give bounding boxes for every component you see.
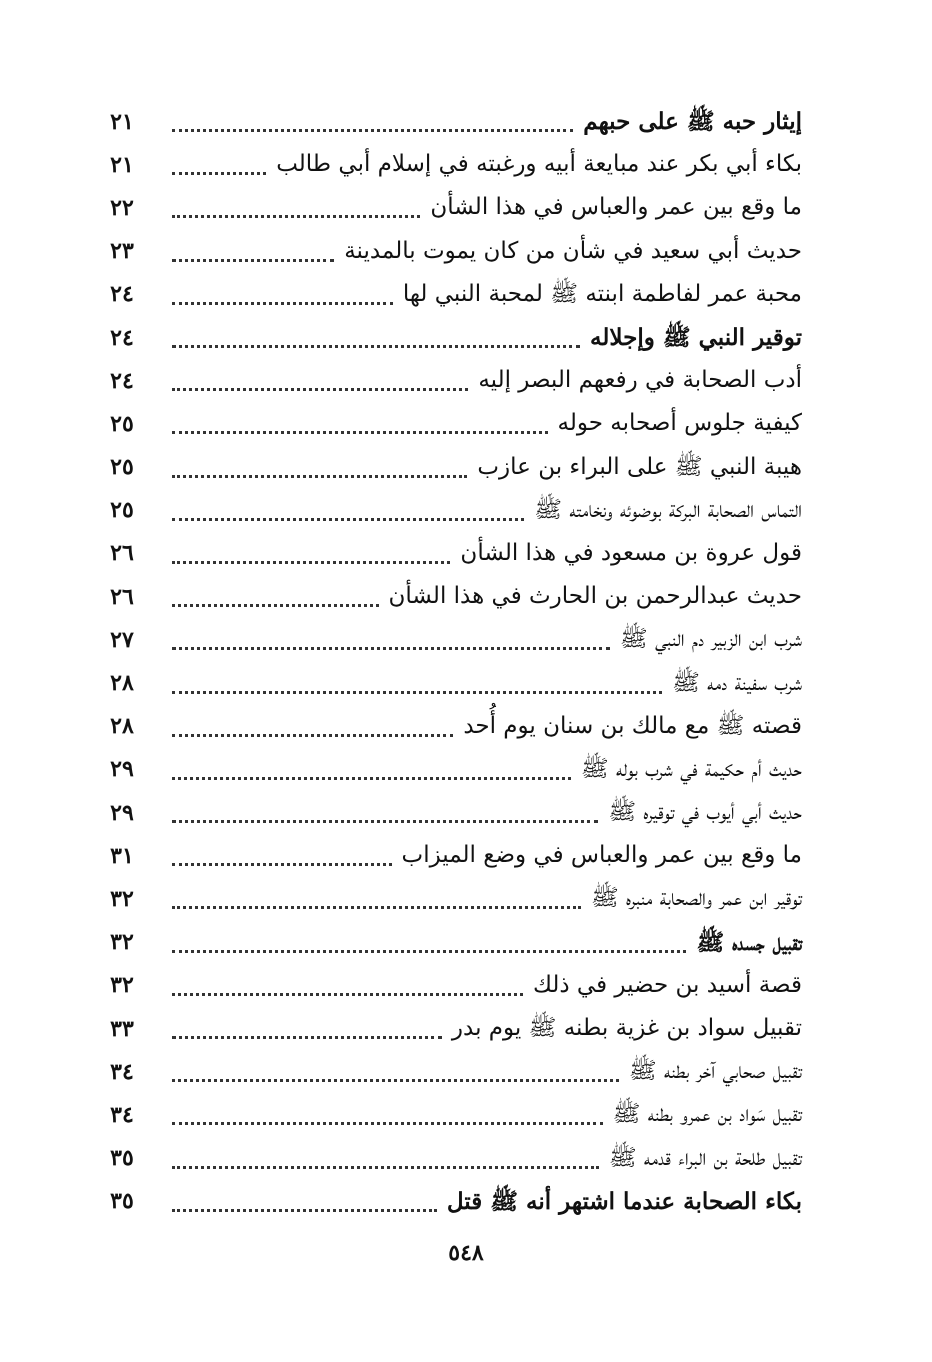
toc-entry <box>100 532 802 575</box>
table-of-contents <box>100 100 802 1223</box>
toc-entry <box>100 1050 802 1093</box>
toc-entry-title: إيثار حبه ﷺ على حبهم <box>583 108 802 136</box>
dot-leader <box>172 734 453 737</box>
toc-entry <box>100 489 802 532</box>
toc-entry-title: حديث أبي سعيد في شأن من كان يموت بالمدينة <box>344 237 802 264</box>
dot-leader <box>172 561 450 564</box>
toc-entry <box>100 791 802 834</box>
dot-leader <box>172 777 571 780</box>
toc-entry-page: ٢٤ <box>110 281 134 308</box>
toc-entry-page: ٢٩ <box>110 799 134 826</box>
toc-entry-page: ٢٢ <box>110 194 134 221</box>
dot-leader <box>172 820 598 823</box>
toc-entry-title: تقبيل طلحة بن البراء قدمه ﷺ <box>608 1144 802 1171</box>
toc-entry-page: ٣٤ <box>110 1101 134 1128</box>
toc-entry-title: كيفية جلوس أصحابه حوله <box>557 410 802 437</box>
toc-entry-page: ٢٣ <box>110 238 134 265</box>
toc-entry-title: بكاء أبي بكر عند مبايعة أبيه ورغبته في إسلام أبي طالب <box>276 151 802 178</box>
dot-leader <box>172 129 573 132</box>
dot-leader <box>172 302 393 305</box>
toc-entry-page: ٣٢ <box>110 972 134 999</box>
toc-entry-page: ٢٩ <box>110 756 134 783</box>
dot-leader <box>172 950 686 953</box>
toc-entry-title: أدب الصحابة في رفعهم البصر إليه <box>478 367 802 394</box>
toc-entry <box>100 402 802 445</box>
toc-entry-page: ٢٥ <box>110 454 134 481</box>
dot-leader <box>172 475 467 478</box>
toc-entry-page: ٣٢ <box>110 929 134 956</box>
toc-entry <box>100 877 802 920</box>
dot-leader <box>172 604 379 607</box>
toc-entry-title: تقبيل سَواد بن عمرو بطنه ﷺ <box>612 1101 802 1128</box>
toc-entry <box>100 273 802 316</box>
dot-leader <box>172 906 581 909</box>
toc-entry <box>100 964 802 1007</box>
dot-leader <box>172 215 420 218</box>
toc-entry-title: شرب سفينة دمه ﷺ <box>672 669 802 696</box>
toc-entry <box>100 359 802 402</box>
toc-entry <box>100 100 802 143</box>
toc-entry-title: بكاء الصحابة عندما اشتهر أنه ﷺ قتل <box>446 1187 802 1215</box>
toc-entry <box>100 446 802 489</box>
toc-entry-title: قصته ﷺ مع مالك بن سنان يوم أُحد <box>463 712 802 739</box>
dot-leader <box>172 863 392 866</box>
toc-entry-page: ٢٥ <box>110 497 134 524</box>
dot-leader <box>172 993 523 996</box>
toc-entry <box>100 748 802 791</box>
toc-entry-title: حديث عبدالرحمن بن الحارث في هذا الشأن <box>388 583 802 610</box>
toc-entry-page: ٢٨ <box>110 670 134 697</box>
toc-entry <box>100 1180 802 1223</box>
toc-entry <box>100 1093 802 1136</box>
toc-entry-title: هيبة النبي ﷺ على البراء بن عازب <box>477 453 802 480</box>
toc-entry-title: التماس الصحابة البركة بوضوئه ونخامته ﷺ <box>534 496 802 523</box>
toc-entry-page: ٣٤ <box>110 1058 134 1085</box>
dot-leader <box>172 1079 619 1082</box>
toc-entry-page: ٢٨ <box>110 713 134 740</box>
toc-entry-title: توقير النبي ﷺ وإجلاله <box>590 324 802 352</box>
dot-leader <box>172 1036 442 1039</box>
dot-leader <box>172 691 662 694</box>
toc-entry <box>100 921 802 964</box>
dot-leader <box>172 1122 603 1125</box>
toc-entry-title: قول عروة بن مسعود في هذا الشأن <box>460 539 802 566</box>
toc-entry-page: ٢١ <box>110 151 134 178</box>
toc-entry <box>100 575 802 618</box>
toc-entry-title: توقير ابن عمر والصحابة منبره ﷺ <box>590 885 802 912</box>
toc-entry-title: محبة عمر لفاطمة ابنته ﷺ لمحبة النبي لها <box>402 280 802 307</box>
toc-entry-page: ٢١ <box>110 108 134 135</box>
toc-entry <box>100 143 802 186</box>
toc-entry-page: ٢٦ <box>110 540 134 567</box>
dot-leader <box>172 345 580 348</box>
toc-entry <box>100 618 802 661</box>
dot-leader <box>172 647 610 650</box>
toc-entry-page: ٢٤ <box>110 324 134 351</box>
dot-leader <box>172 172 266 175</box>
dot-leader <box>172 388 468 391</box>
toc-entry <box>100 230 802 273</box>
toc-entry-page: ٣٥ <box>110 1145 134 1172</box>
toc-entry <box>100 316 802 359</box>
dot-leader <box>172 1166 599 1169</box>
toc-entry-page: ٣٣ <box>110 1015 134 1042</box>
toc-entry-title: شرب ابن الزبير دم النبي ﷺ <box>619 626 802 653</box>
toc-entry-title: ما وقع بين عمر والعباس في هذا الشأن <box>430 194 802 221</box>
page-number: ٥٤٨ <box>448 1240 484 1266</box>
toc-entry-title: تقبيل جسده ﷺ <box>696 928 802 956</box>
toc-entry <box>100 1007 802 1050</box>
toc-entry-page: ٢٦ <box>110 583 134 610</box>
toc-entry-page: ٢٤ <box>110 367 134 394</box>
toc-entry-title: حديث أم حكيمة في شرب بوله ﷺ <box>580 755 802 782</box>
toc-entry <box>100 186 802 229</box>
toc-entry-page: ٢٥ <box>110 410 134 437</box>
toc-entry-title: ما وقع بين عمر والعباس في وضع الميزاب <box>401 842 802 869</box>
toc-entry-title: حديث أبي أيوب في توقيره ﷺ <box>608 799 802 826</box>
toc-entry-page: ٣٢ <box>110 885 134 912</box>
toc-entry <box>100 661 802 704</box>
toc-entry <box>100 705 802 748</box>
toc-entry-title: قصة أسيد بن حضير في ذلك <box>532 971 802 998</box>
dot-leader <box>172 518 524 521</box>
toc-entry-page: ٣٥ <box>110 1188 134 1215</box>
dot-leader <box>172 1209 437 1212</box>
toc-entry-page: ٣١ <box>110 842 134 869</box>
toc-entry-title: تقبيل صحابي آخر بطنه ﷺ <box>628 1058 802 1085</box>
toc-entry-title: تقبيل سواد بن غزية بطنه ﷺ يوم بدر <box>451 1015 802 1042</box>
toc-entry <box>100 1137 802 1180</box>
dot-leader <box>172 431 548 434</box>
toc-entry <box>100 834 802 877</box>
toc-entry-page: ٢٧ <box>110 626 134 653</box>
dot-leader <box>172 259 334 262</box>
